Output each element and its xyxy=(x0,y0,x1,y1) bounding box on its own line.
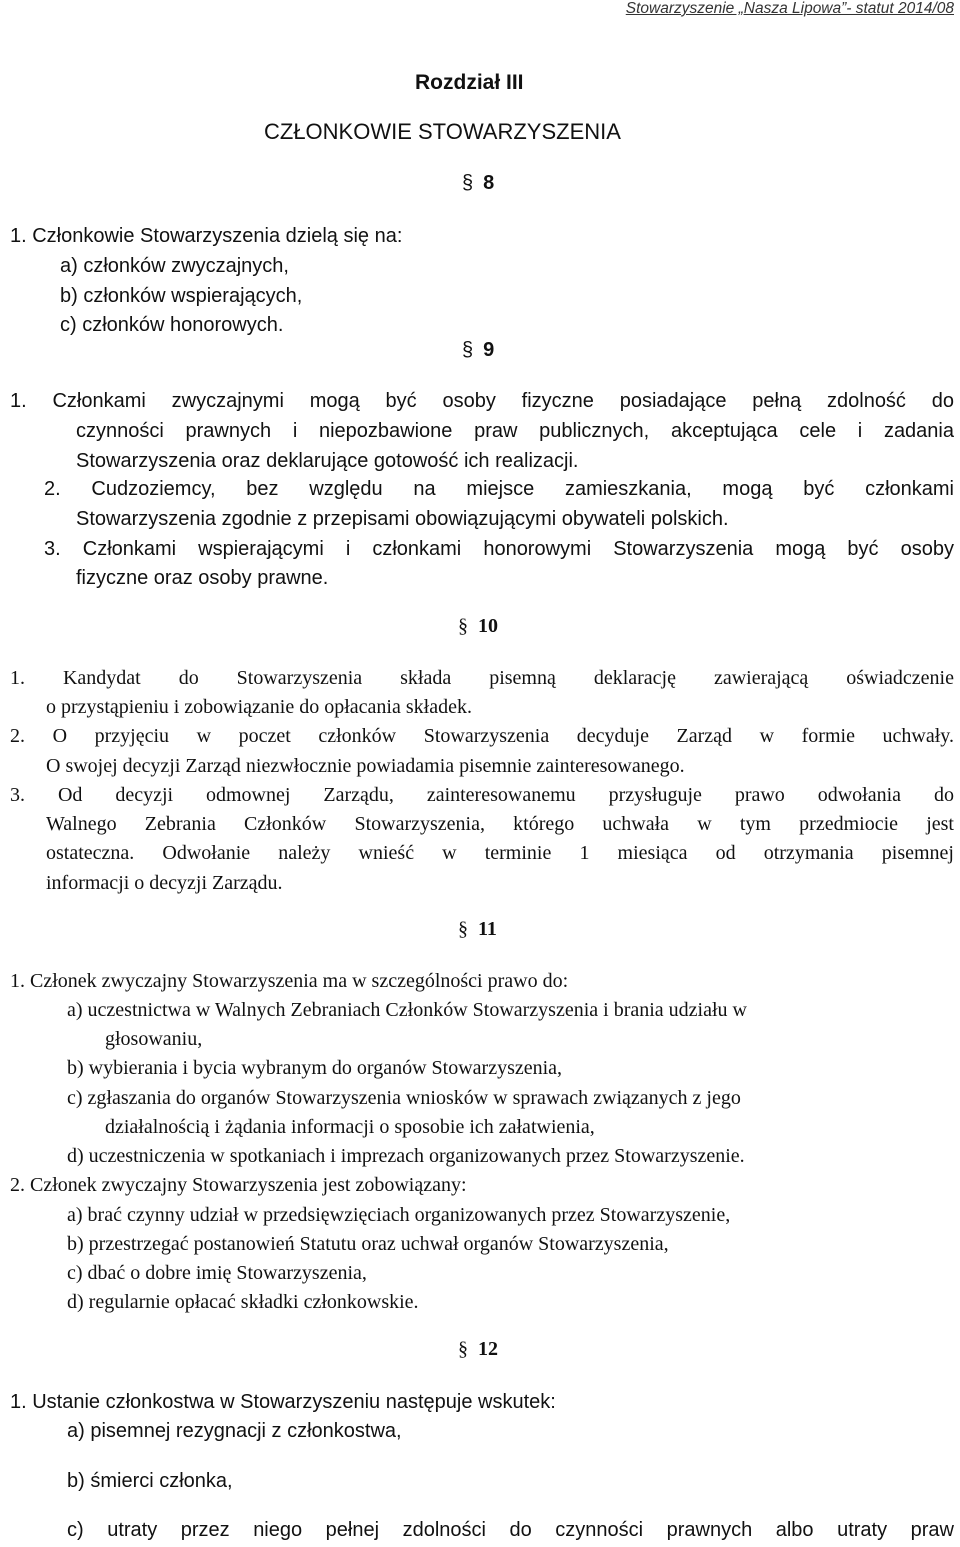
section-9-line: 1. Członkami zwyczajnymi mogą być osoby fizyczne posiadające pełną zdolność do xyxy=(10,390,954,412)
section-11-line: c) dbać o dobre imię Stowarzyszenia, xyxy=(67,1262,367,1284)
section-11-line: a) brać czynny udział w przedsięwzięciach organizowanych przez Stowarzyszenie, xyxy=(67,1204,731,1226)
section-12-line: a) pisemnej rezygnacji z członkostwa, xyxy=(67,1420,402,1442)
section-9-line: Stowarzyszenia oraz deklarujące gotowość ich realizacji. xyxy=(76,450,579,472)
section-11-line: d) regularnie opłacać składki członkowskie. xyxy=(67,1291,419,1313)
section-10-line: 3. Od decyzji odmownej Zarządu, zainteresowanemu przysługuje prawo odwołania do xyxy=(10,784,954,806)
section-11-line: działalnością i żądania informacji o sposobie ich załatwienia, xyxy=(105,1116,595,1138)
section-9-line: Stowarzyszenia zgodnie z przepisami obowiązującymi obywateli polskich. xyxy=(76,508,729,530)
section-11-line: a) uczestnictwa w Walnych Zebraniach Członków Stowarzyszenia i brania udziału w xyxy=(67,999,747,1021)
section-9-line: fizyczne oraz osoby prawne. xyxy=(76,567,329,589)
section-9-line: 2. Cudzoziemcy, bez względu na miejsce zamieszkania, mogą być członkami xyxy=(44,478,954,500)
chapter-title: CZŁONKOWIE STOWARZYSZENIA xyxy=(264,119,621,144)
section-9-line: 3. Członkami wspierającymi i członkami honorowymi Stowarzyszenia mogą być osoby xyxy=(44,538,954,560)
chapter-number: Rozdział III xyxy=(415,71,524,94)
section-11-line: d) uczestniczenia w spotkaniach i imprezach organizowanych przez Stowarzyszenie. xyxy=(67,1145,745,1167)
section-12-line: c) utraty przez niego pełnej zdolności do czynności prawnych albo utraty praw xyxy=(67,1519,954,1541)
section-10-line: ostateczna. Odwołanie należy wnieść w terminie 1 miesiąca od otrzymania pisemnej xyxy=(46,842,954,864)
section-12-line: b) śmierci członka, xyxy=(67,1470,233,1492)
section-10-line: O swojej decyzji Zarząd niezwłocznie powiadamia pisemnie zainteresowanego. xyxy=(46,755,685,777)
section-10-heading: § 10 xyxy=(458,615,498,637)
section-8-line: a) członków zwyczajnych, xyxy=(60,255,289,277)
section-12-heading: § 12 xyxy=(458,1338,498,1360)
section-8-line: b) członków wspierających, xyxy=(60,285,303,307)
section-8-line: c) członków honorowych. xyxy=(60,314,284,336)
section-10-line: informacji o decyzji Zarządu. xyxy=(46,872,283,894)
document-header: Stowarzyszenie „Nasza Lipowa”- statut 2014/08 xyxy=(625,0,954,17)
section-10-line: 1. Kandydat do Stowarzyszenia składa pisemną deklarację zawierającą oświadczenie xyxy=(10,667,954,689)
section-10-line: Walnego Zebrania Członków Stowarzyszenia, którego uchwała w tym przedmiocie jest xyxy=(46,813,954,835)
section-10-line: 2. O przyjęciu w poczet członków Stowarzyszenia decyduje Zarząd w formie uchwały. xyxy=(10,725,954,747)
section-11-heading: § 11 xyxy=(458,918,497,940)
section-11-line: b) przestrzegać postanowień Statutu oraz uchwał organów Stowarzyszenia, xyxy=(67,1233,669,1255)
section-9-heading: § 9 xyxy=(462,339,495,361)
section-11-line: 1. Członek zwyczajny Stowarzyszenia ma w szczególności prawo do: xyxy=(10,970,569,992)
section-10-line: o przystąpieniu i zobowiązanie do opłacania składek. xyxy=(46,696,472,718)
section-11-line: b) wybierania i bycia wybranym do organów Stowarzyszenia, xyxy=(67,1057,563,1079)
section-12-line: 1. Ustanie członkostwa w Stowarzyszeniu następuje wskutek: xyxy=(10,1391,556,1413)
section-11-line: c) zgłaszania do organów Stowarzyszenia wniosków w sprawach związanych z jego xyxy=(67,1087,741,1109)
section-8-line: 1. Członkowie Stowarzyszenia dzielą się na: xyxy=(10,225,403,247)
section-11-line: 2. Członek zwyczajny Stowarzyszenia jest zobowiązany: xyxy=(10,1174,467,1196)
section-9-line: czynności prawnych i niepozbawione praw publicznych, akceptująca cele i zadania xyxy=(76,420,954,442)
section-8-heading: § 8 xyxy=(462,172,495,194)
section-11-line: głosowaniu, xyxy=(105,1028,203,1050)
